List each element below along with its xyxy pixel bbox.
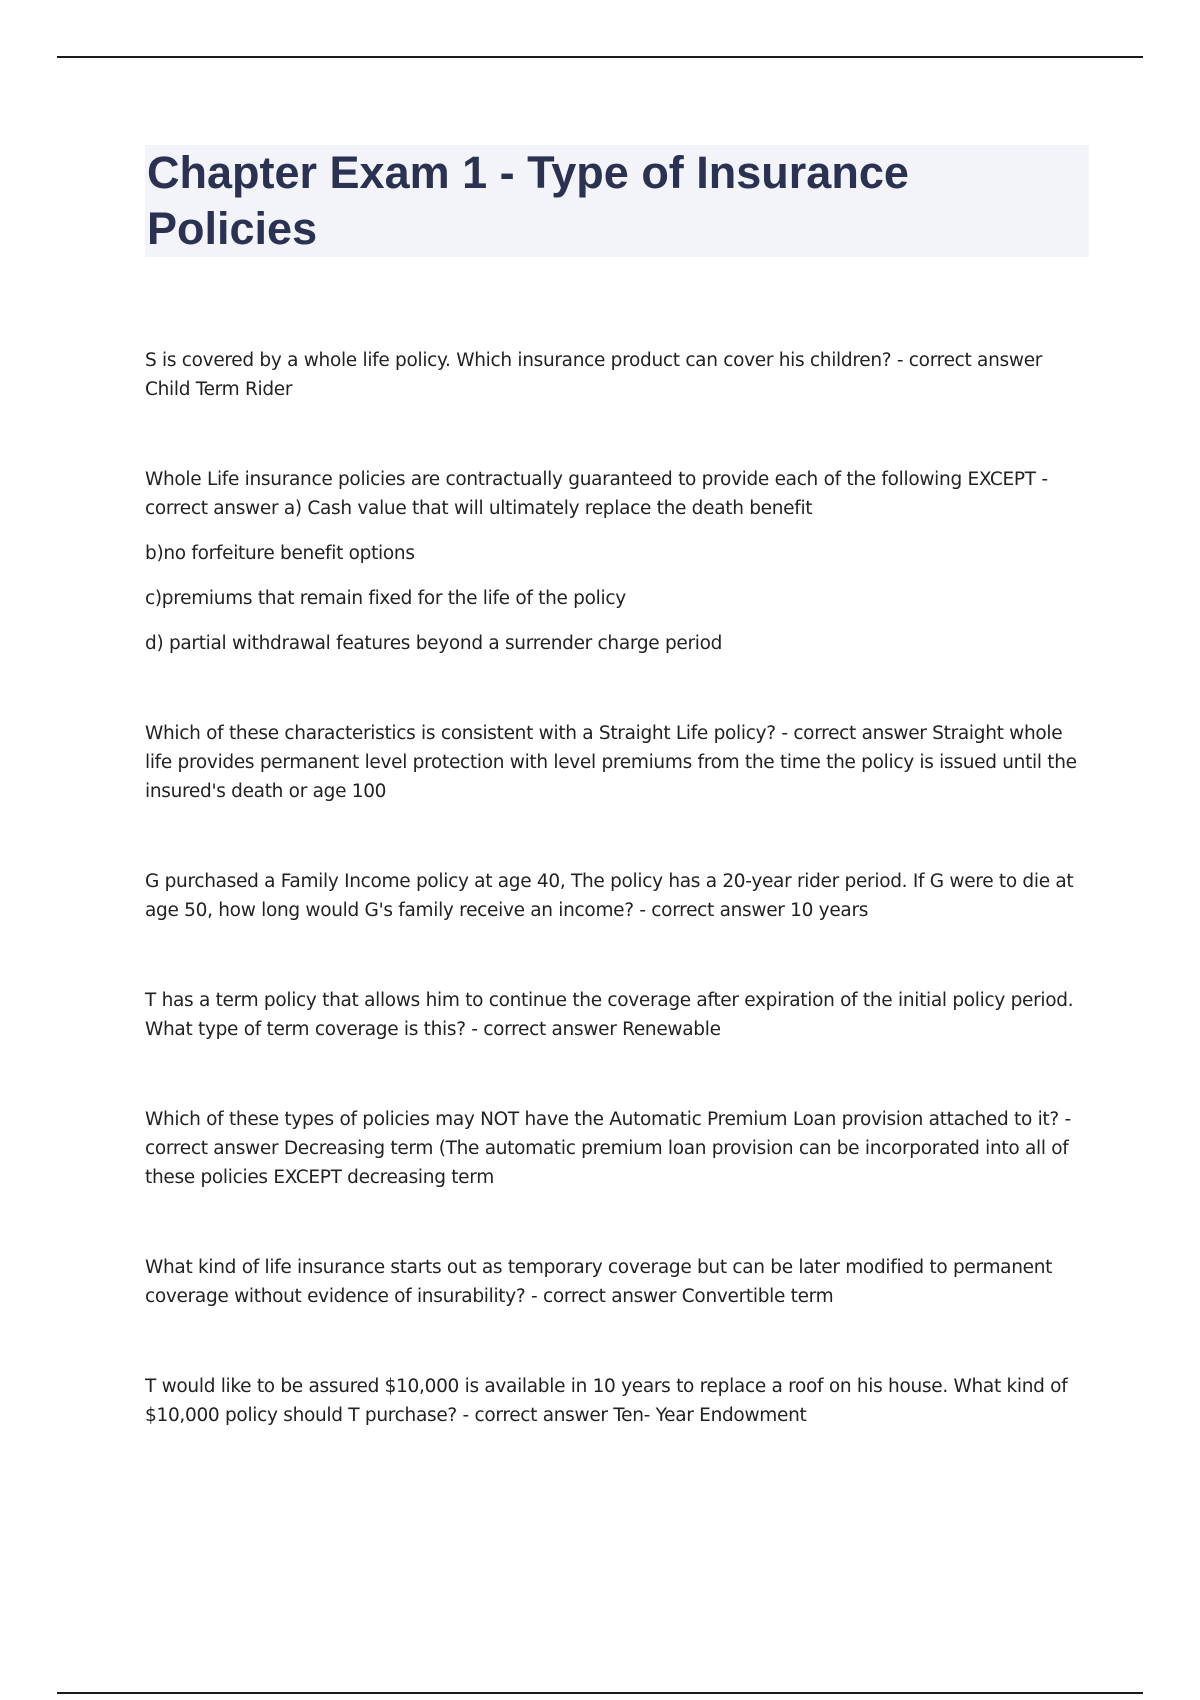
question-text: G purchased a Family Income policy at age 40, The policy has a 20-year rider period. If G were to die at age 50, how long would G's family receive an income? - correct answer 10 years xyxy=(145,871,1074,921)
question-item-1 xyxy=(145,346,1090,404)
answer-option-d: d) partial withdrawal features beyond a surrender charge period xyxy=(145,633,723,654)
question-item-5 xyxy=(145,986,1090,1044)
bottom-rule xyxy=(57,1692,1143,1694)
question-item-8 xyxy=(145,1372,1090,1430)
question-item-4 xyxy=(145,867,1090,925)
answer-option-c: c)premiums that remain fixed for the life of the policy xyxy=(145,588,626,609)
page-title: Chapter Exam 1 - Type of Insurance Policies xyxy=(147,147,909,254)
top-rule xyxy=(57,56,1143,58)
question-item-2 xyxy=(145,465,1090,658)
question-text: Which of these characteristics is consistent with a Straight Life policy? - correct answer Straight whole life provides permanent level protection with level premiums from the time the policy is issued until the insured's death or age 100 xyxy=(145,723,1077,802)
question-text: T would like to be assured $10,000 is available in 10 years to replace a roof on his house. What kind of $10,000 policy should T purchase? - correct answer Ten- Year Endowment xyxy=(145,1376,1068,1426)
question-list xyxy=(145,346,1090,1491)
question-item-3 xyxy=(145,719,1090,806)
title-banner xyxy=(145,145,1089,257)
question-item-7 xyxy=(145,1253,1090,1311)
question-text: Whole Life insurance policies are contractually guaranteed to provide each of the following EXCEPT - correct answer a) Cash value that will ultimately replace the death benefit xyxy=(145,469,1048,519)
question-text: Which of these types of policies may NOT have the Automatic Premium Loan provision attached to it? - correct answer Decreasing term (The automatic premium loan provision can be incorporated into all of these policies EXCEPT decreasing term xyxy=(145,1109,1071,1188)
question-item-6 xyxy=(145,1105,1090,1192)
question-text: T has a term policy that allows him to continue the coverage after expiration of the initial policy period. What type of term coverage is this? - correct answer Renewable xyxy=(145,990,1074,1040)
answer-option-b: b)no forfeiture benefit options xyxy=(145,543,415,564)
question-text: What kind of life insurance starts out as temporary coverage but can be later modified to permanent coverage without evidence of insurability? - correct answer Convertible term xyxy=(145,1257,1053,1307)
question-text: S is covered by a whole life policy. Which insurance product can cover his children? - correct answer Child Term Rider xyxy=(145,350,1043,400)
